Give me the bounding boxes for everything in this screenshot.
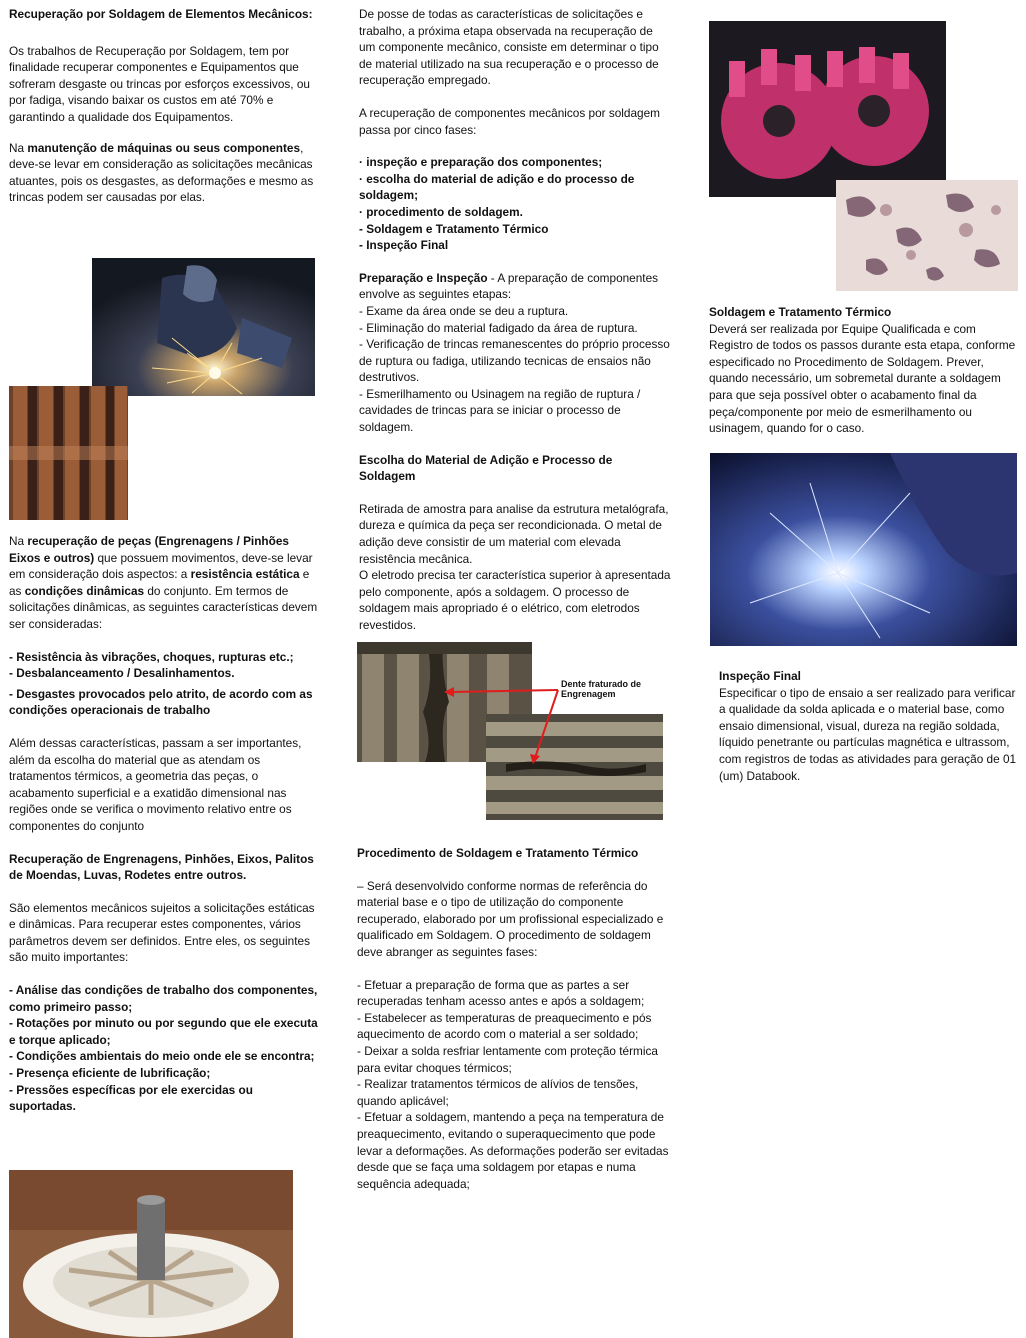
proc-list-item: - Deixar a solda resfriar lentamente com proteção térmica para evitar choques térmicos; (357, 1043, 658, 1075)
text-span: do conjunto. Em termos de solicitações dinâmicas, as seguintes características devem ser consideradas: (9, 583, 318, 631)
section-title-engrenagens: Recuperação de Engrenagens, Pinhões, Eixos, Palitos de Moendas, Luvas, Rodetes entre outros. (9, 851, 314, 883)
column-1-middle (9, 533, 321, 1115)
welding-blue-photo (710, 453, 1017, 646)
text-span: - A preparação de componentes envolve as seguintes etapas: (359, 270, 659, 302)
procedure-paragraph: – Será desenvolvido conforme normas de referência do material base e o tipo de utilização do componente recuperado, elaborado por um profissional especializado e qualificado em Soldagem. O procedimento de soldagem deve abranger as seguintes fases: (357, 878, 664, 959)
proc-list-item: - Realizar tratamentos térmicos de alívios de tensões, quando aplicável; (357, 1077, 639, 1108)
choice-paragraph: Retirada de amostra para analise da estrutura metalógrafa, dureza e química da peça ser recondicionada. O metal de adição deve consistir de um material com elevada resistência mecânica. (359, 501, 669, 566)
preparation-paragraph (359, 270, 671, 303)
text-span: , deve-se levar em consideração as solicitações mecânicas atuantes, pois os desgastes, as deformações e mesmo as trincas podem ser causadas por elas. (9, 140, 314, 205)
bold-span: resistência estática (190, 567, 300, 582)
bold-span: manutenção de máquinas ou seus componentes (27, 140, 301, 155)
welding-sparks-photo (92, 258, 315, 396)
param-list-item: - Análise das condições de trabalho dos componentes, como primeiro passo; (9, 983, 318, 1014)
elements-paragraph: São elementos mecânicos sujeitos a solicitações estáticas e dinâmicas. Para recuperar estes componentes, vários parâmetros devem ser definidos. Entre eles, os seguintes são muito importantes: (9, 900, 315, 965)
phase-item: - Inspeção Final (359, 238, 449, 253)
proc-list-item: - Efetuar a soldagem, mantendo a peça na temperatura de preaquecimento, evitando o superaquecimento que pode levar a deformações. As deformações poderão ser evitadas desde que se faça uma soldagem por etapas e numa sequência adequada; (357, 1110, 669, 1191)
prep-list-item: - Esmerilhamento ou Usinagem na região de ruptura / cavidades de trincas para se iniciar o processo de soldagem. (359, 386, 641, 435)
intro-paragraph: Os trabalhos de Recuperação por Soldagem, tem por finalidade recuperar componentes e Equipamentos que sofreram desgaste ou trincas por esforços excessivos, ou por fadiga, visando baixar os custos em até 70% e garantindo a qualidade dos Equipamentos. (9, 43, 310, 124)
dynamic-list-item: - Desgastes provocados pelo atrito, de acordo com as condições operacionais de trabalho (9, 686, 313, 718)
section-title-recuperacao: Recuperação por Soldagem de Elementos Mecânicos: (9, 7, 313, 21)
column-1-top (9, 6, 321, 206)
phase-item: - Soldagem e Tratamento Térmico (359, 221, 549, 236)
proc-list-item: - Estabelecer as temperaturas de preaquecimento e pós aquecimento de acordo com o material a ser soldado; (357, 1010, 652, 1042)
recovery-parts-paragraph (9, 533, 321, 633)
text-span: que possuem movimentos, deve-se levar em consideração dois aspectos: a (9, 550, 313, 582)
column-2-top (359, 6, 671, 634)
column-3-final (719, 668, 1019, 784)
final-paragraph: Especificar o tipo de ensaio a ser realizado para verificar a qualidade da solda aplicada e o material base, como ensaio dimensional, visual, dureza na região soldada, líquido penetrante ou partículas magnética e ultrassom, com registros de todas as atividades para geração de 01 (um) Databook. (719, 685, 1017, 783)
preparation-title: Preparação e Inspeção (359, 270, 488, 285)
dynamic-list-item: - Resistência às vibrações, choques, rupturas etc.; (9, 649, 294, 664)
dynamic-list-item: - Desbalanceamento / Desalinhamentos. (9, 666, 235, 681)
electrode-paragraph: O eletrodo precisa ter característica superior à apresentada pelo componente, após a soldagem. O processo de soldagem mais apropriado é o elétrico, com eletrodos revestidos. (359, 568, 671, 632)
phases-intro-paragraph: A recuperação de componentes mecânicos por soldagem passa por cinco fases: (359, 105, 660, 137)
param-list-item: - Pressões específicas por ele exercidas ou suportadas. (9, 1082, 253, 1114)
phase-item: · inspeção e preparação dos componentes; (359, 155, 603, 170)
column-3-weld (709, 304, 1021, 437)
prep-list-item: - Verificação de trincas remanescentes do próprio processo de ruptura ou fadiga, utilizando tecnicas de ensaios não destrutivos. (359, 337, 670, 385)
pink-gears-photo (709, 21, 946, 197)
section-title-procedimento: Procedimento de Soldagem e Tratamento Térmico (357, 846, 639, 860)
worn-gear-teeth-photo (9, 386, 128, 520)
section-title-escolha: Escolha do Material de Adição e Processo de Soldagem (359, 452, 613, 484)
column-2-bottom (357, 845, 669, 1192)
section-title-inspecao-final: Inspeção Final (719, 669, 801, 683)
text-span: e as (9, 567, 310, 598)
fractured-tooth-callout: Dente fraturado de Engrenagem (561, 679, 642, 699)
text-span: Na (9, 534, 28, 548)
section-title-soldagem: Soldagem e Tratamento Térmico (709, 305, 892, 319)
param-list-item: - Condições ambientais do meio onde ele se encontra; (9, 1049, 315, 1064)
prep-list-item: - Exame da área onde se deu a ruptura. (359, 303, 569, 318)
wheel-thermal-blanket-photo (9, 1170, 293, 1338)
param-list-item: - Rotações por minuto ou por segundo que ele executa e torque aplicado; (9, 1016, 318, 1047)
proc-list-item: - Efetuar a preparação de forma que as partes a ser recuperadas tenham acesso antes e após a soldagem; (357, 977, 645, 1009)
prep-list-item: - Eliminação do material fadigado da área de ruptura. (359, 320, 638, 335)
callout-arrows (440, 680, 560, 770)
weld-paragraph: Deverá ser realizada por Equipe Qualificada e com Registro de todos os passos durante esta etapa, conforme especificado no Procedimento de Soldagem. Prever, quando necessário, um sobremetal durante a soldagem para que seja possível obter o acabamento final da peça/componente por meio de esmerilhamento ou usinagem, quando for o caso. (709, 321, 1016, 436)
col2-intro-paragraph: De posse de todas as características de solicitações e trabalho, a próxima etapa observada na recuperação de um componente mecânico, consiste em determinar o tipo de material utilizado na sua recuperação e o processo de recuperação empregado. (359, 7, 659, 88)
bold-span: condições dinâmicas (24, 583, 145, 598)
phase-item: · procedimento de soldagem. (359, 204, 523, 219)
bold-span: recuperação de peças (Engrenagens / Pinhões Eixos e outros) (9, 534, 289, 565)
param-list-item: - Presença eficiente de lubrificação; (9, 1066, 211, 1081)
maintenance-paragraph (9, 140, 321, 206)
phase-item: · escolha do material de adição e do processo de soldagem; (359, 171, 635, 203)
text-span: Na (9, 140, 28, 155)
micrograph-photo (836, 180, 1018, 291)
beyond-paragraph: Além dessas características, passam a ser importantes, além da escolha do material que as atendam os tratamentos térmicos, a geometria das peças, o acabamento superficial e a exatidão dimensional nas regiões onde se verifica o movimento relativo entre os componentes do conjunto (9, 735, 302, 833)
